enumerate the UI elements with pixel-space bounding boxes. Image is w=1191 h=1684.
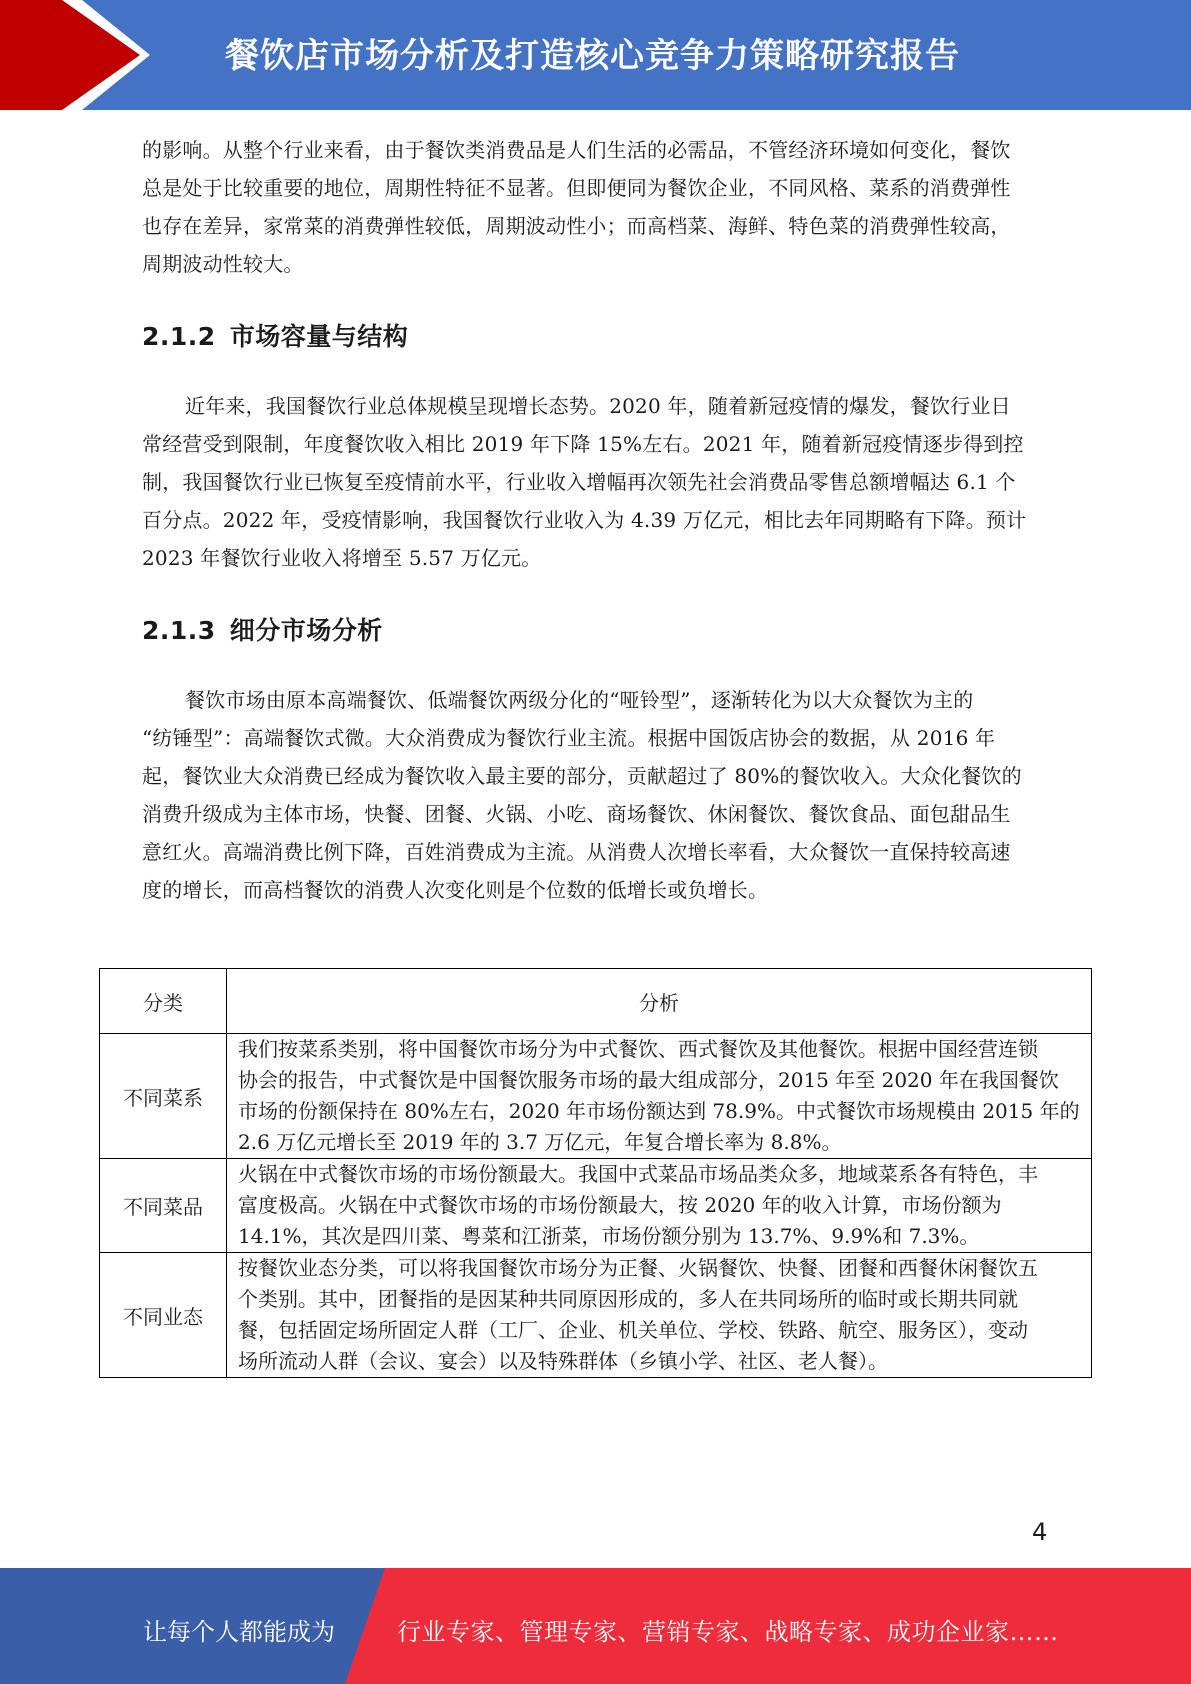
row-analysis — [227, 1034, 1092, 1159]
paragraph-line: 总是处于比较重要的地位，周期性特征不显著。但即便同为餐饮企业，不同风格、菜系的消费弹性 — [142, 176, 1011, 200]
column-header-category: 分类 — [100, 969, 227, 1034]
cell-line: 2.6 万亿元增长至 2019 年的 3.7 万亿元，年复合增长率为 8.8%。 — [238, 1130, 842, 1154]
market-segment-table — [99, 968, 1092, 1378]
cell-line: 场所流动人群（会议、宴会）以及特殊群体（乡镇小学、社区、老人餐）。 — [238, 1349, 888, 1373]
paragraph-line: 意红火。高端消费比例下降，百姓消费成为主流。从消费人次增长率看，大众餐饮一直保持较高速 — [142, 840, 1011, 864]
section-title: 细分市场分析 — [229, 616, 383, 645]
paragraph-line: 周期波动性较大。 — [142, 252, 304, 276]
cell-line: 富度极高。火锅在中式餐饮市场的市场份额最大，按 2020 年的收入计算，市场份额为 — [238, 1193, 1002, 1217]
footer-banner — [0, 1568, 1191, 1684]
column-header-analysis: 分析 — [227, 969, 1092, 1034]
section-2-1-2-paragraph — [142, 387, 1052, 577]
row-category: 不同菜系 — [100, 1034, 227, 1159]
paragraph-line: 制，我国餐饮行业已恢复至疫情前水平，行业收入增幅再次领先社会消费品零售总额增幅达 6.1 个 — [142, 470, 1016, 494]
paragraph-line: 餐饮市场由原本高端餐饮、低端餐饮两级分化的“哑铃型”，逐渐转化为以大众餐饮为主的 — [185, 688, 974, 712]
cell-line: 我们按菜系类别，将中国餐饮市场分为中式餐饮、西式餐饮及其他餐饮。根据中国经营连锁 — [238, 1037, 1038, 1061]
main-content — [142, 131, 1052, 909]
paragraph-line: 的影响。从整个行业来看，由于餐饮类消费品是人们生活的必需品，不管经济环境如何变化，餐饮 — [142, 138, 1011, 162]
row-category: 不同菜品 — [100, 1159, 227, 1253]
table-header-row — [100, 969, 1092, 1034]
section-2-1-3-paragraph — [142, 681, 1052, 909]
paragraph-line: 百分点。2022 年，受疫情影响，我国餐饮行业收入为 4.39 万亿元，相比去年同期略有下降。预计 — [142, 508, 1027, 532]
row-analysis — [227, 1159, 1092, 1253]
paragraph-line: 2023 年餐饮行业收入将增至 5.57 万亿元。 — [142, 546, 542, 570]
section-title: 市场容量与结构 — [229, 322, 409, 351]
section-heading-2-1-3 — [142, 611, 1052, 647]
paragraph-line: “纺锤型”：高端餐饮式微。大众消费成为餐饮行业主流。根据中国饭店协会的数据，从 2016 年 — [142, 726, 996, 750]
paragraph-line: 度的增长，而高档餐饮的消费人次变化则是个位数的低增长或负增长。 — [142, 878, 769, 902]
section-number: 2.1.2 — [142, 322, 216, 351]
footer-slogan-right: 行业专家、管理专家、营销专家、战略专家、成功企业家…… — [397, 1618, 1059, 1646]
paragraph-line: 消费升级成为主体市场，快餐、团餐、火锅、小吃、商场餐饮、休闲餐饮、餐饮食品、面包甜品生 — [142, 802, 1011, 826]
paragraph-line: 近年来，我国餐饮行业总体规模呈现增长态势。2020 年，随着新冠疫情的爆发，餐饮行业日 — [185, 394, 1011, 418]
section-heading-2-1-2 — [142, 317, 1052, 353]
header-banner — [0, 0, 1191, 110]
section-number: 2.1.3 — [142, 616, 216, 645]
row-category: 不同业态 — [100, 1253, 227, 1378]
footer-slogan-left: 让每个人都能成为 — [143, 1618, 335, 1646]
cell-line: 个类别。其中，团餐指的是因某种共同原因形成的，多人在共同场所的临时或长期共同就 — [238, 1287, 1018, 1311]
cell-line: 餐，包括固定场所固定人群（工厂、企业、机关单位、学校、铁路、航空、服务区），变动 — [238, 1318, 1028, 1342]
header-chevron-graphic — [0, 0, 160, 110]
cell-line: 按餐饮业态分类，可以将我国餐饮市场分为正餐、火锅餐饮、快餐、团餐和西餐休闲餐饮五 — [238, 1256, 1038, 1280]
paragraph-line: 常经营受到限制，年度餐饮收入相比 2019 年下降 15%左右。2021 年，随着新冠疫情逐步得到控 — [142, 432, 1024, 456]
row-analysis — [227, 1253, 1092, 1378]
page-number: 4 — [1032, 1518, 1048, 1546]
table-row — [100, 1034, 1092, 1159]
table-row — [100, 1253, 1092, 1378]
intro-paragraph — [142, 131, 1052, 283]
cell-line: 火锅在中式餐饮市场的市场份额最大。我国中式菜品市场品类众多，地域菜系各有特色，丰 — [238, 1162, 1038, 1186]
cell-line: 14.1%，其次是四川菜、粤菜和江浙菜，市场份额分别为 13.7%、9.9%和 7.3%。 — [238, 1224, 980, 1248]
paragraph-line: 起，餐饮业大众消费已经成为餐饮收入最主要的部分，贡献超过了 80%的餐饮收入。大众化餐饮的 — [142, 764, 1022, 788]
cell-line: 市场的份额保持在 80%左右，2020 年市场份额达到 78.9%。中式餐饮市场规模由 2015 年的 — [238, 1099, 1080, 1123]
table-row — [100, 1159, 1092, 1253]
paragraph-line: 也存在差异，家常菜的消费弹性较低，周期波动性小；而高档菜、海鲜、特色菜的消费弹性较高， — [142, 214, 1011, 238]
document-title: 餐饮店市场分析及打造核心竞争力策略研究报告 — [225, 36, 960, 76]
cell-line: 协会的报告，中式餐饮是中国餐饮服务市场的最大组成部分，2015 年至 2020 年在我国餐饮 — [238, 1068, 1059, 1092]
